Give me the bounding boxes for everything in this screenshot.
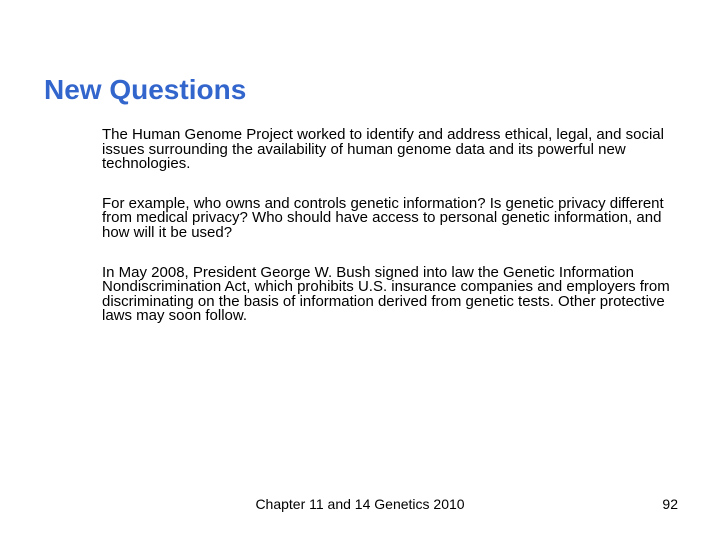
paragraph-hgp-ethics: The Human Genome Project worked to identify and address ethical, legal, and social issues surrounding the availability of human genome data and its powerful new technologies. [102, 126, 664, 173]
slide-footer: Chapter 11 and 14 Genetics 2010 [255, 496, 465, 512]
slide-page-number: 92 [662, 496, 678, 512]
paragraph-genetic-privacy: For example, who owns and controls genetic information? Is genetic privacy different from medical privacy? Who should have access to personal genetic information, and how will it be used? [102, 194, 664, 241]
paragraph-gina-law: In May 2008, President George W. Bush signed into law the Genetic Information Nondiscrimination Act, which prohibits U.S. insurance companies and employers from discriminating on the basis of information derived from genetic tests. Other protective laws may soon follow. [102, 263, 670, 325]
slide-body [102, 128, 690, 349]
slide-title: New Questions [44, 74, 247, 105]
